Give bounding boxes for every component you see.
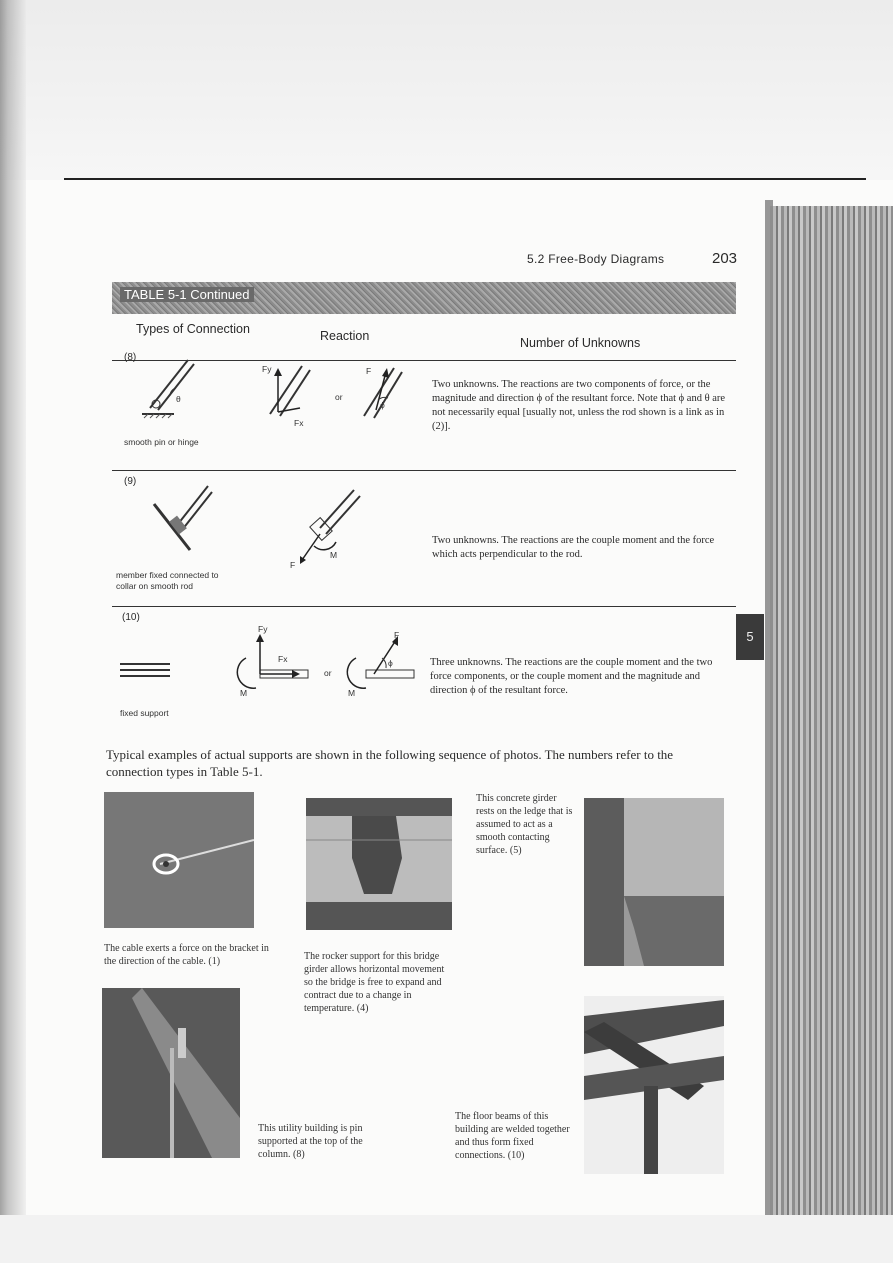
fixed-reaction-resultant-diagram: [344, 632, 424, 698]
page-stack-edge: [770, 206, 893, 1216]
col-header-connection: Types of Connection: [136, 322, 250, 336]
theta-label: θ: [176, 394, 181, 404]
collar-on-rod-diagram: [150, 484, 220, 554]
page-left-edge-shadow: [0, 0, 26, 1263]
row-number: (9): [124, 476, 137, 487]
photo-cable-bracket: [104, 792, 254, 928]
fy-label: Fy: [258, 624, 268, 634]
page-top-rule: [64, 178, 866, 180]
pin-support-diagram: [140, 358, 200, 418]
row-description: Two unknowns. The reactions are the couple moment and the force which acts perpendicular to the rod.: [432, 535, 715, 560]
row-description: Two unknowns. The reactions are two components of force, or the magnitude and direction ϕ of the resultant force. Note that ϕ and θ are not necessarily equal [usually not, unless the rod shown is a link as in (2)].: [432, 379, 726, 432]
connection-label: fixed support: [120, 708, 169, 718]
connection-label: member fixed connected to collar on smooth rod: [116, 570, 219, 591]
chapter-tab: 5: [736, 614, 764, 660]
page-number: 203: [712, 250, 738, 267]
caption-girder: This concrete girder rests on the ledge that is assumed to act as a smooth contacting surface. (5): [476, 793, 573, 856]
body-paragraph: Typical examples of actual supports are shown in the following sequence of photos. The numbers refer to the connection types in Table 5-1.: [106, 747, 674, 779]
col-header-reaction: Reaction: [320, 329, 370, 343]
page-top-shadow: [0, 0, 893, 180]
fixed-support-diagram: [118, 660, 172, 680]
f-label: F: [290, 560, 296, 570]
row-number: (10): [122, 612, 140, 623]
row-description: Three unknowns. The reactions are the couple moment and the two force components, or the couple moment and the magnitude and direction ϕ of the resultant force.: [430, 657, 713, 696]
table-header-rule: [112, 360, 736, 361]
fx-label: Fx: [294, 418, 304, 428]
photo-utility-building: [102, 988, 240, 1158]
caption-utility: This utility building is pin supported at the top of the column. (8): [258, 1123, 363, 1160]
or-label: or: [324, 668, 332, 678]
caption-cable: The cable exerts a force on the bracket in the direction of the cable. (1): [104, 943, 269, 967]
table-title: TABLE 5-1 Continued: [120, 287, 254, 302]
photo-floor-beams: [584, 996, 724, 1174]
phi-label: ϕ: [388, 658, 393, 668]
caption-rocker: The rocker support for this bridge girder allows horizontal movement so the bridge is free to expand and contract due to a change in temperature. (4): [304, 951, 445, 1014]
or-label: or: [335, 392, 343, 402]
m-label: M: [240, 688, 248, 698]
row-separator: [112, 470, 736, 471]
photo-concrete-girder: [584, 798, 724, 966]
page-bottom-margin: [0, 1215, 893, 1263]
phi-label: ϕ: [380, 400, 385, 410]
pin-reaction-resultant-diagram: [356, 364, 406, 424]
caption-floor: The floor beams of this building are welded together and thus form fixed connections. (10): [455, 1111, 570, 1161]
col-header-unknowns: Number of Unknowns: [520, 336, 641, 350]
f-label: F: [366, 366, 372, 376]
f-label: F: [394, 630, 400, 640]
photo-rocker-support: [306, 798, 452, 930]
m-label: M: [330, 550, 338, 560]
row-separator: [112, 606, 736, 607]
connection-label: smooth pin or hinge: [124, 437, 199, 447]
fx-label: Fx: [278, 654, 288, 664]
m-label: M: [348, 688, 356, 698]
section-header: 5.2 Free-Body Diagrams: [527, 252, 665, 266]
row-number: (8): [124, 352, 137, 363]
fy-label: Fy: [262, 364, 272, 374]
